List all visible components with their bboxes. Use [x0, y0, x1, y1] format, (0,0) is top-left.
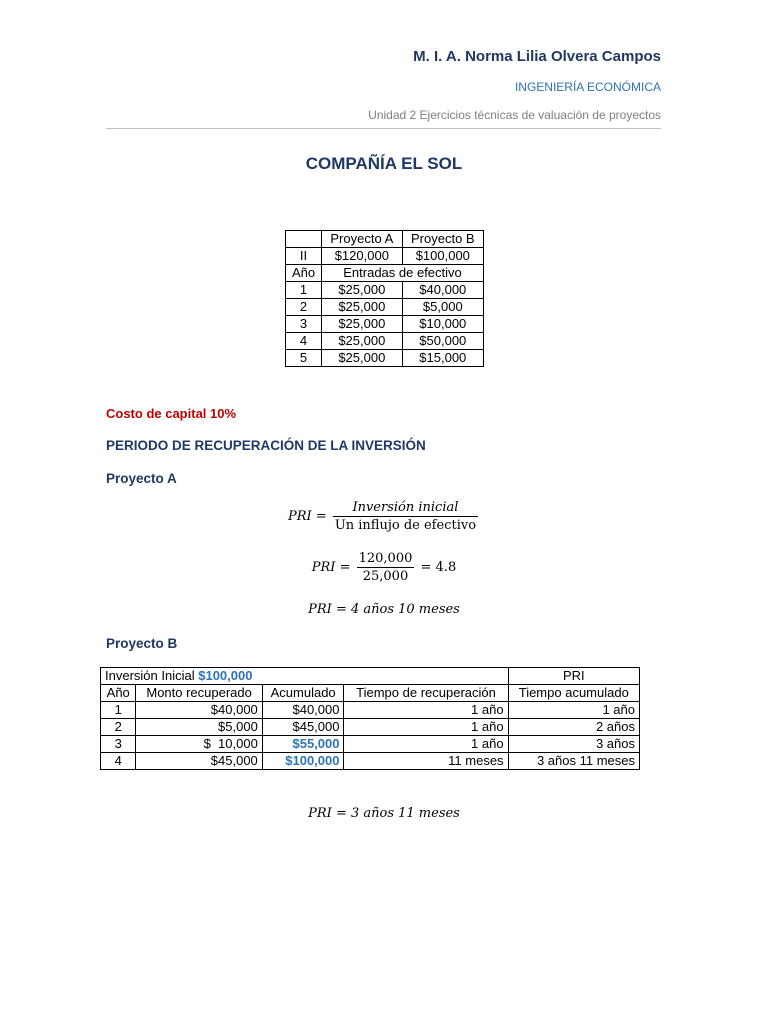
table-cell — [286, 231, 322, 248]
table-cell: 1 año — [344, 736, 508, 753]
table-cell: $25,000 — [322, 282, 403, 299]
formula-pri-b-result: PRI = 3 años 11 meses — [308, 806, 460, 821]
table-cell: Año — [286, 265, 322, 282]
project-b-heading: Proyecto B — [106, 636, 178, 651]
table-row — [286, 265, 484, 282]
table-header-row — [286, 231, 484, 248]
table-cell: $45,000 — [262, 719, 344, 736]
fraction-numerator: Inversión inicial — [333, 500, 478, 517]
fraction — [357, 551, 415, 584]
table-cell: $40,000 — [136, 702, 262, 719]
table-cell: $100,000 — [402, 248, 483, 265]
table-cell: $ 10,000 — [136, 736, 262, 753]
table-cell: 3 años — [508, 736, 639, 753]
table-row — [101, 702, 640, 719]
table-row — [286, 350, 484, 367]
table-row — [286, 248, 484, 265]
table-cell: 1 año — [344, 719, 508, 736]
fraction — [333, 500, 478, 533]
table-row — [101, 753, 640, 770]
table-cell: Entradas de efectivo — [322, 265, 484, 282]
initial-investment-value: $100,000 — [198, 668, 253, 683]
table-cell: 1 — [286, 282, 322, 299]
pri-header: PRI — [508, 668, 639, 685]
column-header: Tiempo de recuperación — [344, 685, 508, 702]
table-cell: $50,000 — [402, 333, 483, 350]
table-cell: 2 años — [508, 719, 639, 736]
table-row — [101, 736, 640, 753]
table-cell: $40,000 — [402, 282, 483, 299]
table-cell: 1 año — [508, 702, 639, 719]
column-header: Acumulado — [262, 685, 344, 702]
table-cell: $25,000 — [322, 350, 403, 367]
table-row — [286, 333, 484, 350]
table-cell: 5 — [286, 350, 322, 367]
initial-investment-label: Inversión Inicial — [105, 668, 195, 683]
header-subject: INGENIERÍA ECONÓMICA — [514, 80, 661, 94]
header-divider — [106, 128, 661, 129]
table-cell: $15,000 — [402, 350, 483, 367]
table-row — [101, 719, 640, 736]
formula-pri-a-result: PRI = 4 años 10 meses — [308, 602, 460, 617]
table-cell: $25,000 — [322, 316, 403, 333]
table-cell: 3 — [286, 316, 322, 333]
table-cell: 3 — [101, 736, 136, 753]
table-cell: $25,000 — [322, 333, 403, 350]
table-cell: $120,000 — [322, 248, 403, 265]
fraction-numerator: 120,000 — [358, 551, 413, 566]
formula-pri-a-calc — [0, 551, 768, 584]
cost-of-capital: Costo de capital 10% — [106, 406, 237, 421]
table-cell: $45,000 — [136, 753, 262, 770]
table-row — [286, 316, 484, 333]
initial-investment-cell — [101, 668, 509, 685]
table-cell: $10,000 — [402, 316, 483, 333]
cash-flow-table — [285, 230, 484, 367]
table-cell: 11 meses — [344, 753, 508, 770]
project-a-heading: Proyecto A — [106, 471, 177, 486]
section-heading-pri: PERIODO DE RECUPERACIÓN DE LA INVERSIÓN — [106, 438, 426, 453]
table-cell: $25,000 — [322, 299, 403, 316]
table-cell: Proyecto B — [402, 231, 483, 248]
table-cell: $40,000 — [262, 702, 344, 719]
table-cell: $55,000 — [262, 736, 344, 753]
table-cell: 2 — [286, 299, 322, 316]
table-row — [286, 282, 484, 299]
formula-rhs: = 4.8 — [420, 560, 457, 575]
fraction-denominator: Un influjo de efectivo — [334, 518, 477, 533]
table-cell: 1 — [101, 702, 136, 719]
table-cell: $100,000 — [262, 753, 344, 770]
table-cell: 4 — [286, 333, 322, 350]
table-cell: $5,000 — [402, 299, 483, 316]
formula-lhs: PRI = — [311, 560, 351, 575]
table-cell: 4 — [101, 753, 136, 770]
column-header: Año — [101, 685, 136, 702]
header-author: M. I. A. Norma Lilia Olvera Campos — [413, 48, 661, 65]
column-header: Tiempo acumulado — [508, 685, 639, 702]
table-header-row — [101, 668, 640, 685]
table-cell: 2 — [101, 719, 136, 736]
table-cell: II — [286, 248, 322, 265]
recovery-table — [100, 667, 640, 770]
fraction-denominator: 25,000 — [362, 569, 409, 584]
column-header: Monto recuperado — [136, 685, 262, 702]
page-title: COMPAÑÍA EL SOL — [305, 154, 463, 173]
table-cell: 3 años 11 meses — [508, 753, 639, 770]
formula-pri-definition — [0, 500, 768, 533]
table-cell: 1 año — [344, 702, 508, 719]
table-cell: Proyecto A — [322, 231, 403, 248]
formula-lhs: PRI = — [287, 509, 327, 524]
header-unit: Unidad 2 Ejercicios técnicas de valuación de proyectos — [368, 108, 661, 122]
table-cell: $5,000 — [136, 719, 262, 736]
table-row — [286, 299, 484, 316]
table-header-row — [101, 685, 640, 702]
